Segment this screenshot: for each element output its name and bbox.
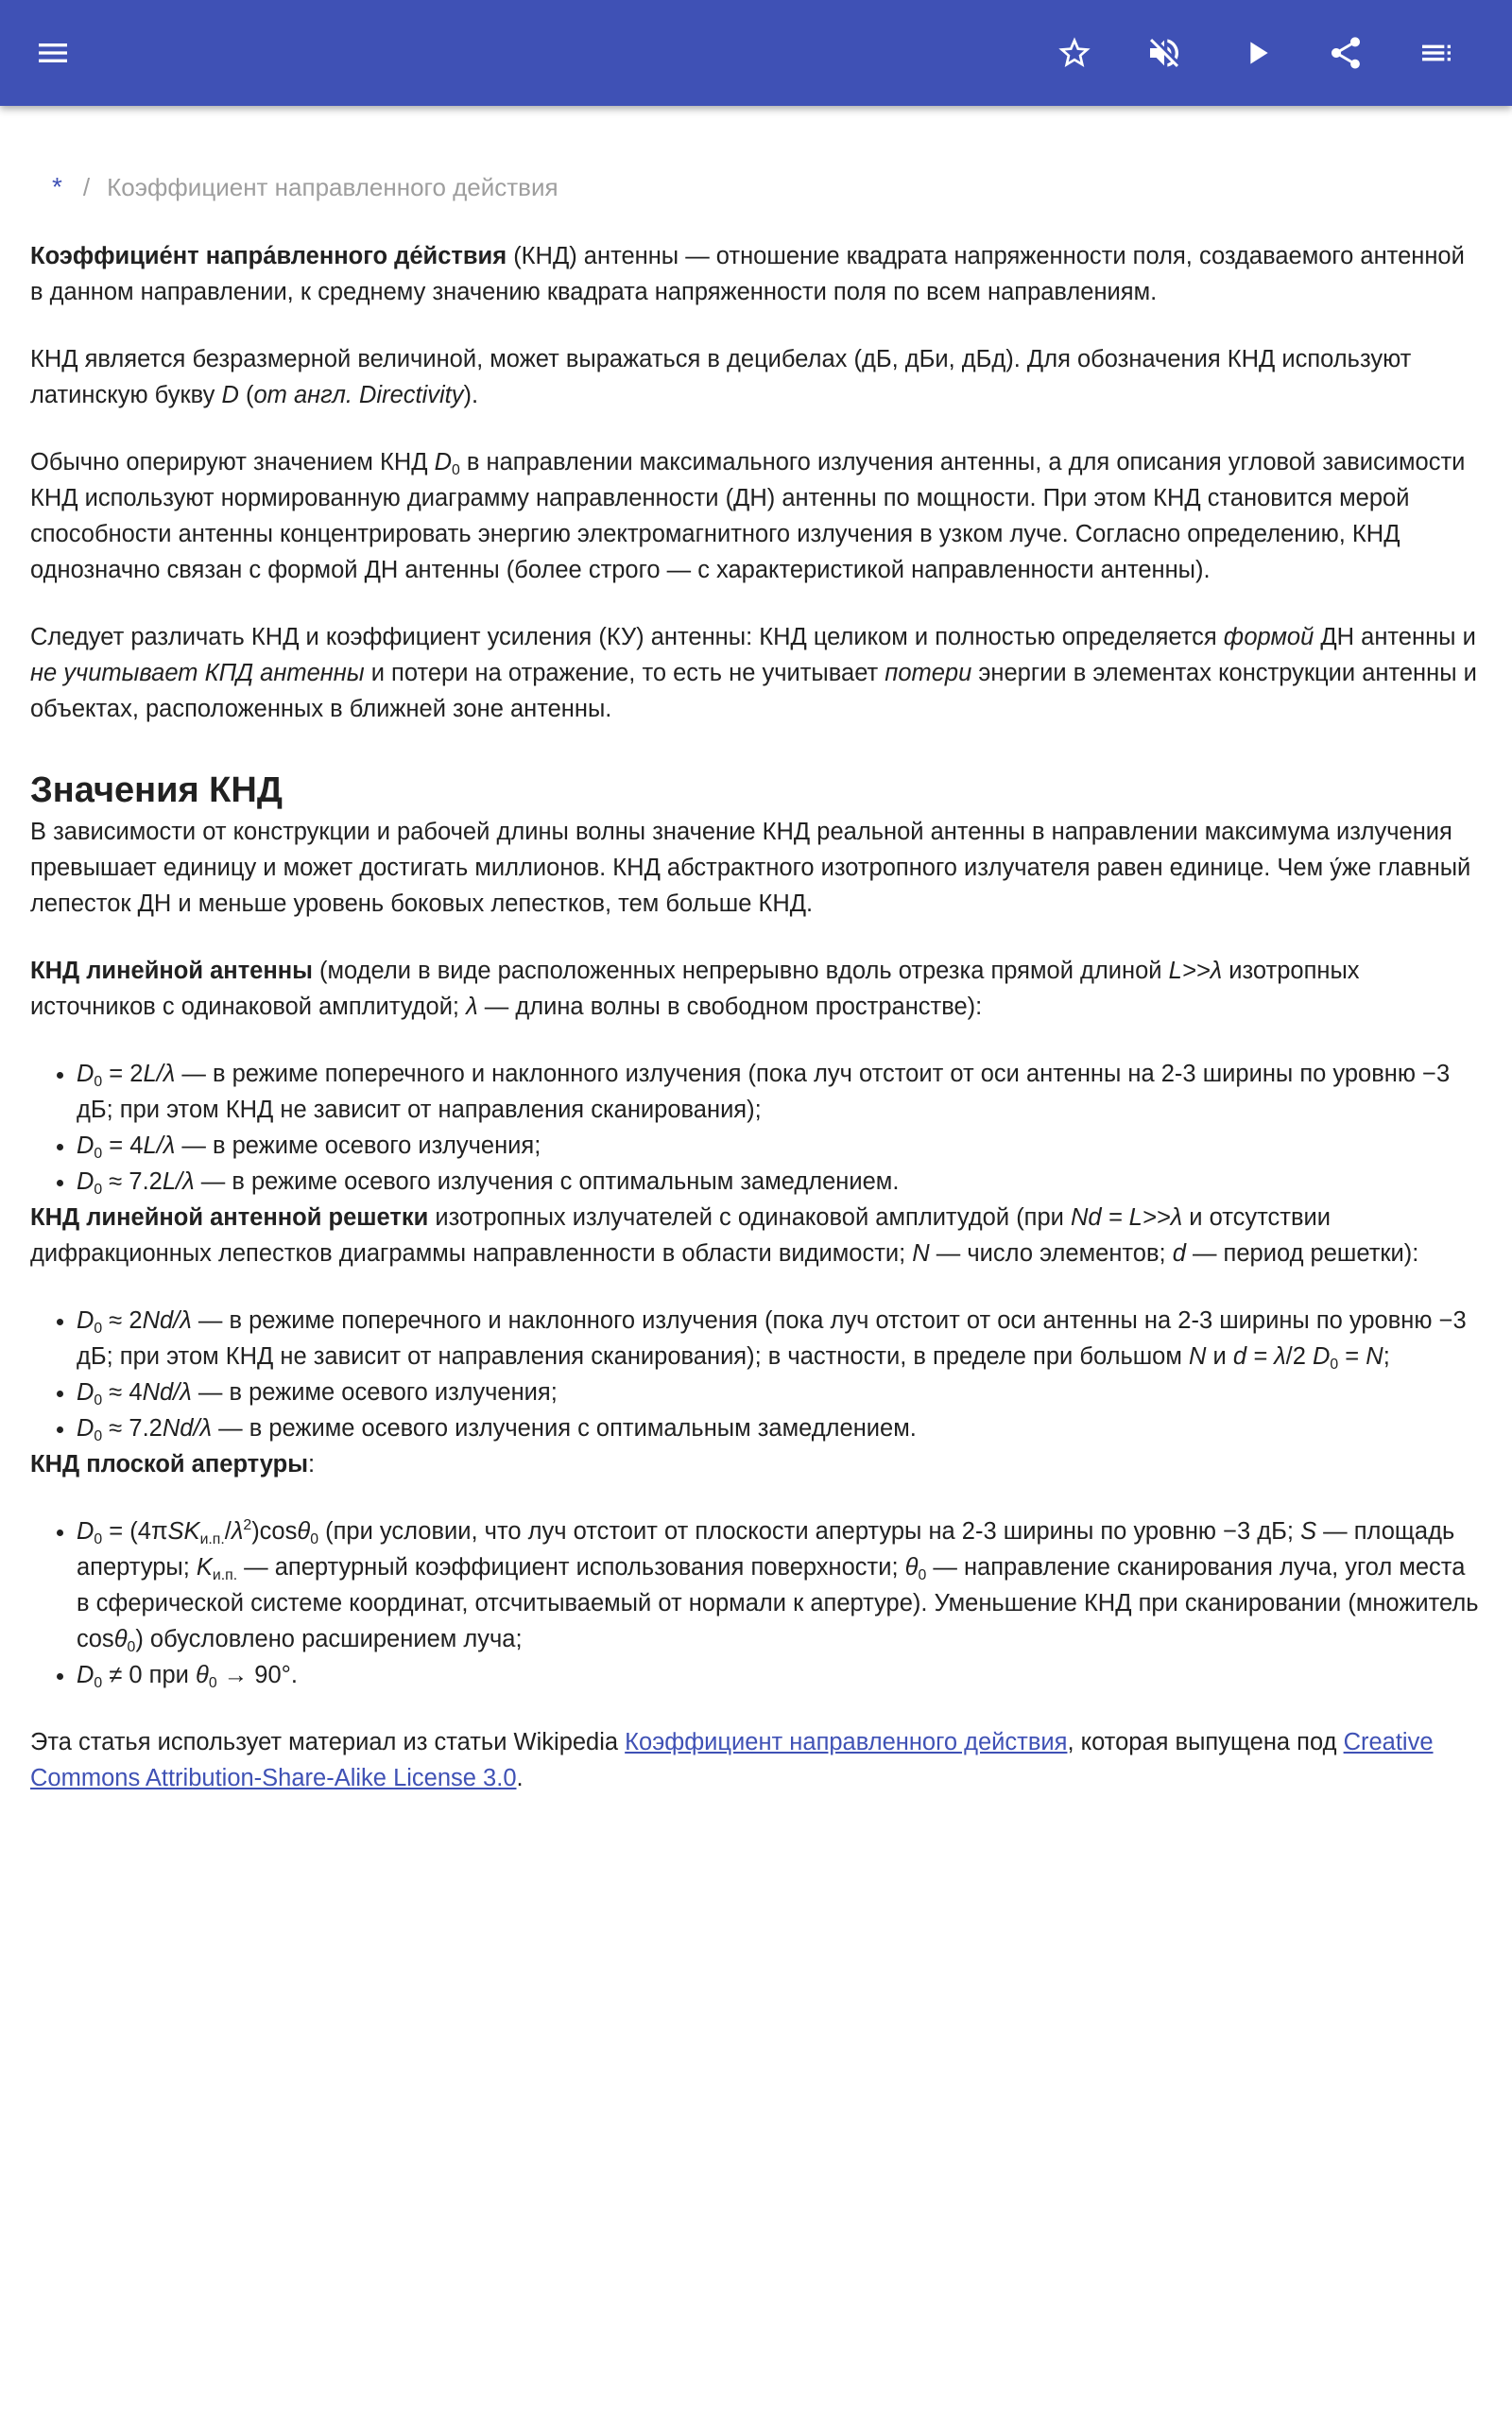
text: Следует различать КНД и коэффициент усиления (КУ) антенны: КНД целиком и полностью определяется — [30, 624, 1224, 650]
text: — в режиме осевого излучения; — [175, 1132, 541, 1159]
subscript: 0 — [208, 1675, 217, 1691]
text: в направлении максимального излучения антенны, а для описания угловой зависимости КНД используют нормированную диаграмму направленности (ДН) антенны по мощности. При этом КНД становится мерой способности антенны концентрировать энергию электромагнитного излучения в узком луче. Согласно определению, КНД однозначно связан с формой ДН антенны (более строго — с характеристикой направленности антенны). — [30, 449, 1466, 583]
etymology: от англ. Directivity — [253, 382, 464, 408]
array-list — [30, 1303, 1482, 1446]
license-link[interactable]: Creative Commons Attribution-Share-Alike License 3.0 — [30, 1729, 1434, 1791]
symbol: D — [77, 1379, 94, 1406]
subscript: 0 — [1330, 1357, 1339, 1373]
text: изотропных излучателей с одинаковой амплитудой (при — [428, 1204, 1072, 1231]
symbol: θ — [195, 1662, 209, 1688]
text: → 90°. — [216, 1662, 298, 1688]
text: — период решетки): — [1185, 1240, 1419, 1267]
mute-button[interactable] — [1138, 26, 1191, 79]
wikipedia-source-link[interactable]: Коэффициент направленного действия — [625, 1729, 1068, 1755]
list-item — [77, 1056, 1482, 1128]
list-item — [77, 1303, 1482, 1374]
article-content — [30, 106, 1482, 1827]
text: — число элементов; — [929, 1240, 1173, 1267]
formula: d = λ — [1232, 1343, 1286, 1370]
text: = — [1338, 1343, 1366, 1370]
emphasis: формой — [1223, 624, 1314, 650]
favorite-button[interactable] — [1048, 26, 1101, 79]
hamburger-menu-icon — [34, 34, 72, 72]
attribution-footer — [30, 1724, 1482, 1796]
text: ≈ 4 — [102, 1379, 143, 1406]
text: — длина волны в свободном пространстве): — [477, 994, 983, 1020]
list-item — [77, 1128, 1482, 1164]
subscript: и.п. — [212, 1567, 238, 1583]
symbol: D — [221, 382, 239, 408]
volume-off-icon — [1145, 34, 1183, 72]
text: и потери на отражение, то есть не учитывает — [364, 660, 885, 686]
text: и отсутствии дифракционных лепестков диаграммы направленности в области видимости; — [30, 1204, 1331, 1267]
text: ≈ 7.2 — [102, 1168, 163, 1195]
symbol: D — [77, 1662, 94, 1688]
aperture-intro — [30, 1446, 1482, 1482]
text: ≈ 7.2 — [102, 1415, 163, 1442]
paragraph-units — [30, 341, 1482, 413]
text: ) обусловлено расширением луча; — [135, 1626, 523, 1652]
subscript: 0 — [94, 1392, 103, 1409]
breadcrumb-home-link[interactable]: * — [52, 172, 62, 201]
text: изотропных источников с одинаковой амплитудой; — [30, 958, 1360, 1020]
symbol: θ — [904, 1554, 919, 1581]
subheading: КНД линейной антенны — [30, 958, 313, 984]
superscript: 2 — [243, 1517, 252, 1533]
symbol: θ — [297, 1518, 311, 1545]
text: Обычно оперируют значением КНД — [30, 449, 435, 475]
text: . — [516, 1765, 524, 1791]
subscript: 0 — [94, 1531, 103, 1547]
text: Эта статья использует материал из статьи Wikipedia — [30, 1729, 626, 1755]
breadcrumb-current: Коэффициент направленного действия — [107, 173, 558, 201]
app-bar — [0, 0, 1512, 106]
formula: Nd/λ — [142, 1307, 192, 1334]
share-icon — [1327, 34, 1365, 72]
formula: L/λ — [162, 1168, 195, 1195]
formula: L/λ — [143, 1061, 176, 1087]
star-outline-icon — [1056, 34, 1093, 72]
text: , которая выпущена под — [1067, 1729, 1344, 1755]
symbol: SK — [167, 1518, 200, 1545]
subscript: 0 — [94, 1428, 103, 1444]
formula: Nd = L>>λ — [1071, 1204, 1183, 1231]
subscript: 0 — [94, 1321, 103, 1337]
list-item — [77, 1164, 1482, 1200]
text: )cos — [251, 1518, 298, 1545]
paragraph-gain-difference — [30, 619, 1482, 727]
subheading: КНД плоской апертуры — [30, 1451, 309, 1478]
formula: L>>λ — [1168, 958, 1223, 984]
symbol: D — [77, 1415, 94, 1442]
play-button[interactable] — [1230, 26, 1283, 79]
subscript: 0 — [452, 462, 460, 478]
symbol: D — [77, 1168, 94, 1195]
symbol: K — [196, 1554, 213, 1581]
text: — в режиме осевого излучения с оптимальным замедлением. — [212, 1415, 917, 1442]
list-item — [77, 1657, 1482, 1693]
subscript: 0 — [310, 1531, 319, 1547]
emphasis: потери — [885, 660, 972, 686]
section-heading: Значения КНД — [30, 770, 283, 810]
text: (при условии, что луч отстоит от плоскости апертуры на 2-3 ширины по уровню −3 дБ; — [318, 1518, 1301, 1545]
subscript: 0 — [94, 1675, 103, 1691]
symbol: N — [1188, 1343, 1207, 1370]
symbol: D — [77, 1518, 94, 1545]
text: ( — [238, 382, 254, 408]
subscript: 0 — [94, 1074, 103, 1090]
aperture-list — [30, 1513, 1482, 1693]
text: КНД является безразмерной величиной, может выражаться в децибелах (дБ, дБи, дБд). Для обозначения КНД используют латинскую букву — [30, 346, 1412, 408]
symbol: D — [77, 1132, 94, 1159]
text: / — [224, 1518, 232, 1545]
subscript: 0 — [127, 1639, 136, 1655]
term: Коэффицие́нт напра́вленного де́йствия — [30, 243, 507, 269]
symbol: D — [1312, 1343, 1331, 1370]
symbol: θ — [113, 1626, 128, 1652]
symbol: λ — [231, 1518, 244, 1545]
subheading: КНД линейной антенной решетки — [30, 1204, 429, 1231]
text: ≠ 0 при — [102, 1662, 196, 1688]
text: (модели в виде расположенных непрерывно вдоль отрезка прямой длиной — [312, 958, 1169, 984]
subscript: 0 — [918, 1567, 927, 1583]
list-item — [77, 1513, 1482, 1657]
symbol: D — [77, 1061, 94, 1087]
toc-list-icon — [1418, 34, 1455, 72]
share-button[interactable] — [1319, 26, 1372, 79]
linear-antenna-intro — [30, 953, 1482, 1025]
text: — в режиме осевого излучения с оптимальным замедлением. — [194, 1168, 900, 1195]
symbol: D — [434, 449, 453, 475]
emphasis: не учитывает КПД антенны — [30, 660, 365, 686]
text: — в режиме поперечного и наклонного излучения (пока луч отстоит от оси антенны на 2-3 ширины по уровню −3 дБ; при этом КНД не зависит от направления сканирования); в частности, в пределе при большом — [77, 1307, 1467, 1370]
text: : — [308, 1451, 316, 1478]
array-intro — [30, 1200, 1482, 1271]
text: — апертурный коэффициент использования поверхности; — [237, 1554, 905, 1581]
list-item — [77, 1410, 1482, 1446]
text: = 4 — [102, 1132, 144, 1159]
list-item — [77, 1374, 1482, 1410]
intro-text: (КНД) антенны — отношение квадрата напряженности поля, создаваемого антенной в данном направлении, к среднему значению квадрата напряженности поля по всем направлениям. — [30, 243, 1465, 305]
text: энергии в элементах конструкции антенны и объектах, расположенных в ближней зоне антенны. — [30, 660, 1477, 722]
subscript: 0 — [94, 1182, 103, 1198]
formula: L/λ — [143, 1132, 176, 1159]
paragraph-values: В зависимости от конструкции и рабочей длины волны значение КНД реальной антенны в направлении максимума излучения превышает единицу и может достигать миллионов. КНД абстрактного изотропного излучателя равен единице. Чем у́же главный лепесток ДН и меньше уровень боковых лепестков, тем больше КНД. — [30, 819, 1471, 917]
formula: Nd/λ — [162, 1415, 213, 1442]
subscript: и.п. — [199, 1531, 225, 1547]
paragraph-d0 — [30, 444, 1482, 588]
play-icon — [1238, 34, 1276, 72]
symbol: N — [912, 1240, 930, 1267]
breadcrumb — [52, 168, 1482, 206]
text: и — [1206, 1343, 1233, 1370]
symbol: d — [1172, 1240, 1186, 1267]
formula: Nd/λ — [142, 1379, 192, 1406]
text: ). — [463, 382, 479, 408]
text: ≈ 2 — [102, 1307, 143, 1334]
symbol: λ — [466, 994, 478, 1020]
text: — площадь апертуры; — [77, 1518, 1455, 1581]
text: ДН антенны и — [1314, 624, 1476, 650]
subscript: 0 — [94, 1146, 103, 1162]
text: /2 — [1285, 1343, 1313, 1370]
contents-button[interactable] — [1410, 26, 1463, 79]
text: — направление сканирования луча, угол места в сферической системе координат, отсчитываемый от нормали к апертуре). Уменьшение КНД при сканировании (множитель cos — [77, 1554, 1479, 1652]
text: = 2 — [102, 1061, 144, 1087]
breadcrumb-separator: / — [82, 173, 91, 201]
text: = (4π — [102, 1518, 168, 1545]
linear-antenna-list — [30, 1056, 1482, 1200]
text: ; — [1383, 1343, 1390, 1370]
intro-paragraph — [30, 238, 1482, 310]
symbol: N — [1366, 1343, 1383, 1370]
symbol: D — [77, 1307, 94, 1334]
text: — в режиме осевого излучения; — [191, 1379, 558, 1406]
menu-button[interactable] — [26, 26, 79, 79]
symbol: S — [1300, 1518, 1317, 1545]
text: — в режиме поперечного и наклонного излучения (пока луч отстоит от оси антенны на 2-3 ширины по уровню −3 дБ; при этом КНД не зависит от направления сканирования); — [77, 1061, 1451, 1123]
